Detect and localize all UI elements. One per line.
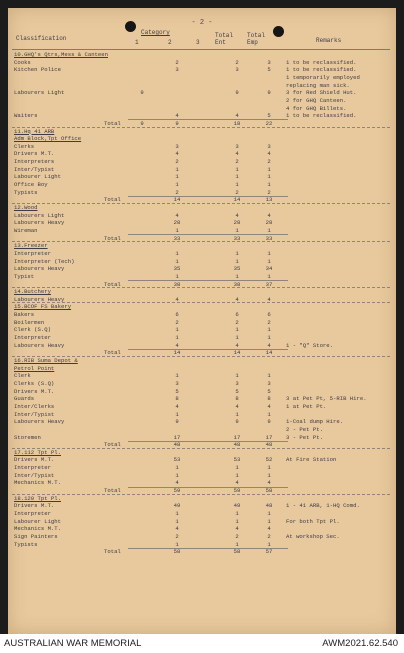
total-ent-cell: 1 <box>235 181 239 189</box>
row-label: 10.GHQ's Qtrs,Mess & Canteen <box>14 51 108 58</box>
category-2-cell: 1 <box>175 173 179 181</box>
header-category: Category <box>141 29 170 36</box>
total-emp-cell: 6 <box>267 311 271 319</box>
row-label: Labourers Heavy <box>14 418 65 426</box>
total-label: Total <box>104 234 121 242</box>
row-label: Interpreter (Tech) <box>14 257 75 265</box>
category-2-cell: 4 <box>175 525 179 533</box>
footer-accession-number: AWM2021.62.540 <box>322 638 398 649</box>
total-label: Total <box>104 487 121 495</box>
category-2-cell: 38 <box>173 280 181 288</box>
category-2-cell: 17 <box>173 433 181 441</box>
row-label: Typists <box>14 188 38 196</box>
category-2-cell: 1 <box>175 517 179 525</box>
total-ent-cell: 1 <box>235 517 239 525</box>
remarks-cell: 1 to be reclassified. <box>286 58 357 66</box>
category-2-cell: 28 <box>173 219 181 227</box>
footer-bar <box>0 634 404 653</box>
category-2-cell: 1 <box>175 334 179 342</box>
total-emp-cell: 3 <box>267 58 271 66</box>
total-emp-cell: 1 <box>267 165 271 173</box>
total-ent-cell: 4 <box>235 479 239 487</box>
category-2-cell: 1 <box>175 540 179 548</box>
total-emp-cell: 3 <box>267 379 271 387</box>
total-ent-cell: 38 <box>233 280 241 288</box>
total-ent-cell: 17 <box>233 433 241 441</box>
remarks-cell: replacing man sick. <box>286 81 350 89</box>
row-label: Interpreter <box>14 464 51 472</box>
category-2-cell: 1 <box>175 226 179 234</box>
total-ent-cell: 14 <box>233 349 241 357</box>
total-ent-cell: 2 <box>235 58 239 66</box>
category-2-cell: 48 <box>173 441 181 449</box>
document-page <box>8 8 396 634</box>
category-2-cell: 4 <box>175 341 179 349</box>
remarks-cell: 1 to be reclassified. <box>286 112 357 120</box>
category-2-cell: 14 <box>173 349 181 357</box>
total-ent-cell: 4 <box>235 341 239 349</box>
remarks-cell: 1-Coal dump Hire. <box>286 418 344 426</box>
total-ent-cell: 2 <box>235 532 239 540</box>
total-emp-cell: 1 <box>267 181 271 189</box>
row-label: Wireman <box>14 226 38 234</box>
total-emp-cell: 4 <box>267 402 271 410</box>
total-emp-cell: 1 <box>267 410 271 418</box>
row-label: Clerks <box>14 142 35 150</box>
total-emp-cell: 3 <box>267 142 271 150</box>
category-2-cell: 3 <box>175 142 179 150</box>
total-emp-cell: 52 <box>265 456 273 464</box>
total-emp-cell: 1 <box>267 173 271 181</box>
total-emp-cell: 1 <box>267 464 271 472</box>
page-number: - 2 - <box>191 19 213 27</box>
category-2-cell: 53 <box>173 456 181 464</box>
row-label: Boilermen <box>14 318 45 326</box>
row-label: 15.BCOF FS Bakery <box>14 303 72 311</box>
category-2-cell: 8 <box>175 395 179 403</box>
row-label: Cooks <box>14 58 31 66</box>
row-label: Bakers <box>14 311 35 319</box>
total-emp-cell: 2 <box>267 532 271 540</box>
category-2-cell: 59 <box>173 487 181 495</box>
total-ent-cell: 1 <box>235 540 239 548</box>
total-ent-cell: 2 <box>235 158 239 166</box>
category-1-cell: 9 <box>140 119 144 127</box>
category-2-cell: 2 <box>175 158 179 166</box>
total-ent-cell: 9 <box>235 89 239 97</box>
total-ent-cell: 5 <box>235 387 239 395</box>
total-emp-cell: 17 <box>265 433 273 441</box>
category-2-cell: 33 <box>173 234 181 242</box>
total-ent-cell: 1 <box>235 326 239 334</box>
category-2-cell: 1 <box>175 510 179 517</box>
total-label: Total <box>104 548 121 556</box>
row-label: Interpreter <box>14 334 51 342</box>
category-2-cell: 1 <box>175 181 179 189</box>
remarks-cell: At Fire Station <box>286 456 337 464</box>
row-label: Drivers M.T. <box>14 456 55 464</box>
header-total-ent: Total Ent <box>215 32 234 46</box>
category-2-cell: 2 <box>175 58 179 66</box>
row-label: Petrol Point <box>14 364 55 372</box>
total-emp-cell: 1 <box>267 326 271 334</box>
remarks-cell: 1 at Pet Pt. <box>286 402 327 410</box>
remarks-cell: 1 - 41 ARB, 1-HQ Comd. <box>286 502 360 510</box>
total-emp-cell: 1 <box>267 517 271 525</box>
total-ent-cell: 49 <box>233 502 241 510</box>
total-ent-cell: 2 <box>235 318 239 326</box>
row-label: Interpreter <box>14 249 51 257</box>
row-label: 18.120 Tpt Pl. <box>14 494 61 502</box>
row-label: Clerks (S.Q) <box>14 379 55 387</box>
row-label: 14.Butchery <box>14 288 51 296</box>
total-emp-cell: 48 <box>265 441 273 449</box>
category-2-cell: 1 <box>175 410 179 418</box>
header-total-emp: Total Emp <box>247 32 266 46</box>
category-2-cell: 14 <box>173 196 181 204</box>
total-emp-cell: 1 <box>267 471 271 479</box>
total-emp-cell: 9 <box>267 418 271 426</box>
total-ent-cell: 1 <box>235 249 239 257</box>
row-label: Typists <box>14 540 38 548</box>
total-ent-cell: 3 <box>235 142 239 150</box>
total-ent-cell: 8 <box>235 395 239 403</box>
remarks-cell: 1 - "Q" Store. <box>286 341 333 349</box>
header-remarks: Remarks <box>316 37 342 44</box>
category-2-cell: 4 <box>175 112 179 120</box>
total-emp-cell: 4 <box>267 295 271 303</box>
total-emp-cell: 2 <box>267 188 271 196</box>
remarks-cell: 1 to be reclassified. <box>286 66 357 74</box>
category-2-cell: 1 <box>175 464 179 472</box>
category-2-cell: 2 <box>175 532 179 540</box>
total-ent-cell: 4 <box>235 211 239 219</box>
row-label: Kitchen Police <box>14 66 61 74</box>
category-2-cell: 4 <box>175 211 179 219</box>
remarks-cell: 4 for GHQ Billets. <box>286 104 347 112</box>
total-emp-cell: 5 <box>267 112 271 120</box>
total-ent-cell: 1 <box>235 464 239 472</box>
total-emp-cell: 4 <box>267 341 271 349</box>
row-label: Mechanics M.T. <box>14 525 61 533</box>
total-emp-cell: 2 <box>267 318 271 326</box>
total-emp-cell: 4 <box>267 525 271 533</box>
category-2-cell: 1 <box>175 272 179 280</box>
total-ent-cell: 58 <box>233 548 241 556</box>
total-ent-cell: 1 <box>235 226 239 234</box>
total-ent-cell: 28 <box>233 219 241 227</box>
total-ent-cell: 4 <box>235 150 239 158</box>
total-emp-cell: 8 <box>267 395 271 403</box>
row-label: Labourer Light <box>14 517 61 525</box>
row-label: Office Boy <box>14 181 48 189</box>
category-2-cell: 2 <box>175 318 179 326</box>
total-emp-cell: 4 <box>267 211 271 219</box>
row-label: Labourers Heavy <box>14 295 65 303</box>
row-label: Clerk <box>14 372 31 380</box>
total-ent-cell: 59 <box>233 487 241 495</box>
row-label: Typist <box>14 272 35 280</box>
total-ent-cell: 6 <box>235 311 239 319</box>
row-label: Storemen <box>14 433 41 441</box>
row-label: 16.RIB Suma Depot & <box>14 357 78 364</box>
total-emp-cell: 1 <box>267 334 271 342</box>
total-ent-cell: 4 <box>235 112 239 120</box>
total-ent-cell: 3 <box>235 66 239 74</box>
remarks-cell: 2 - Pet Pt. <box>286 425 323 433</box>
category-2-cell: 3 <box>175 379 179 387</box>
category-2-cell: 49 <box>173 502 181 510</box>
category-2-cell: 6 <box>175 311 179 319</box>
row-label: Drivers M.T. <box>14 150 55 158</box>
total-emp-cell: 1 <box>267 257 271 265</box>
total-row <box>8 548 396 556</box>
row-label: 17.112 Tpt Pl. <box>14 448 61 456</box>
total-emp-cell: 5 <box>267 66 271 74</box>
header-cat-col-3: 3 <box>196 39 200 46</box>
total-label: Total <box>104 441 121 449</box>
total-emp-cell: 4 <box>267 150 271 158</box>
category-2-cell: 1 <box>175 249 179 257</box>
category-2-cell: 2 <box>175 188 179 196</box>
total-emp-cell: 1 <box>267 372 271 380</box>
total-label: Total <box>104 280 121 288</box>
category-2-cell: 35 <box>173 265 181 273</box>
row-label: Drivers M.T. <box>14 387 55 395</box>
total-emp-cell: 28 <box>265 219 273 227</box>
category-2-cell: 3 <box>175 66 179 74</box>
total-ent-cell: 1 <box>235 165 239 173</box>
total-label: Total <box>104 349 121 357</box>
row-label: Sign Painters <box>14 532 58 540</box>
category-2-cell: 4 <box>175 295 179 303</box>
remarks-cell: At workshop Sec. <box>286 532 340 540</box>
row-label: Labourer Light <box>14 173 61 181</box>
total-ent-cell: 2 <box>235 188 239 196</box>
total-ent-cell: 1 <box>235 471 239 479</box>
row-label: Labourers Light <box>14 211 65 219</box>
total-label: Total <box>104 196 121 204</box>
category-2-cell: 9 <box>175 119 179 127</box>
category-2-cell: 9 <box>175 418 179 426</box>
total-ent-cell: 48 <box>233 441 241 449</box>
category-2-cell: 5 <box>175 387 179 395</box>
total-emp-cell: 1 <box>267 540 271 548</box>
row-label: Drivers M.T. <box>14 502 55 510</box>
total-ent-cell: 1 <box>235 372 239 380</box>
remarks-cell: 3 for Red Shield Hut. <box>286 89 357 97</box>
row-label: 12.Wood <box>14 204 38 211</box>
category-2-cell: 1 <box>175 372 179 380</box>
total-ent-cell: 1 <box>235 510 239 517</box>
total-ent-cell: 18 <box>233 119 241 127</box>
row-label: Adm Block,Tpt Office <box>14 135 82 143</box>
remarks-cell: For both Tpt Pl. <box>286 517 340 525</box>
total-ent-cell: 35 <box>233 265 241 273</box>
total-emp-cell: 48 <box>265 502 273 510</box>
total-emp-cell: 1 <box>267 249 271 257</box>
total-emp-cell: 57 <box>265 548 273 556</box>
header-cat-col-2: 2 <box>168 39 172 46</box>
total-ent-cell: 4 <box>235 525 239 533</box>
total-ent-cell: 1 <box>235 272 239 280</box>
header-classification: Classification <box>16 35 67 42</box>
remarks-cell: 1 temporarily employed <box>286 73 360 81</box>
category-2-cell: 4 <box>175 402 179 410</box>
total-emp-cell: 5 <box>267 387 271 395</box>
total-emp-cell: 34 <box>265 265 273 273</box>
category-2-cell: 58 <box>173 548 181 556</box>
total-label: Total <box>104 119 121 127</box>
total-emp-cell: 22 <box>265 119 273 127</box>
header-rule <box>12 49 390 50</box>
remarks-cell: 3 at Pet Pt, 5-RIB Hire. <box>286 395 367 403</box>
row-label: 11.Hq 41 ARB <box>14 127 55 135</box>
total-emp-cell: 1 <box>267 272 271 280</box>
total-ent-cell: 1 <box>235 410 239 418</box>
total-emp-cell: 14 <box>265 349 273 357</box>
row-label: Labourers Heavy <box>14 265 65 273</box>
total-ent-cell: 1 <box>235 334 239 342</box>
total-emp-cell: 33 <box>265 234 273 242</box>
category-1-cell: 9 <box>140 89 144 97</box>
row-label: Guards <box>14 395 35 403</box>
remarks-cell: 2 for GHQ Canteen. <box>286 96 347 104</box>
total-emp-cell: 37 <box>265 280 273 288</box>
total-ent-cell: 33 <box>233 234 241 242</box>
category-2-cell: 1 <box>175 326 179 334</box>
category-2-cell: 1 <box>175 471 179 479</box>
total-ent-cell: 14 <box>233 196 241 204</box>
total-emp-cell: 58 <box>265 487 273 495</box>
row-label: Mechanics M.T. <box>14 479 61 487</box>
remarks-cell: 3 - Pet Pt. <box>286 433 323 441</box>
total-emp-cell: 2 <box>267 158 271 166</box>
row-label: Waiters <box>14 112 38 120</box>
total-emp-cell: 9 <box>267 89 271 97</box>
footer-institution: AUSTRALIAN WAR MEMORIAL <box>4 638 142 649</box>
total-ent-cell: 1 <box>235 257 239 265</box>
total-ent-cell: 53 <box>233 456 241 464</box>
row-label: Labourers Heavy <box>14 341 65 349</box>
header-cat-col-1: 1 <box>135 39 139 46</box>
total-emp-cell: 1 <box>267 226 271 234</box>
row-label: Clerk (S.Q) <box>14 326 51 334</box>
row-label: Inter/Typist <box>14 165 55 173</box>
total-ent-cell: 4 <box>235 295 239 303</box>
row-label: Interpreters <box>14 158 55 166</box>
punch-hole <box>273 26 284 37</box>
category-2-cell: 4 <box>175 479 179 487</box>
row-label: Inter/Typist <box>14 471 55 479</box>
total-ent-cell: 9 <box>235 418 239 426</box>
row-label: 13.Freezer <box>14 242 48 250</box>
total-ent-cell: 1 <box>235 173 239 181</box>
total-emp-cell: 4 <box>267 479 271 487</box>
total-emp-cell: 1 <box>267 510 271 517</box>
row-label: Interpreter <box>14 510 51 517</box>
row-label: Inter/Clerks <box>14 402 55 410</box>
total-emp-cell: 13 <box>265 196 273 204</box>
category-2-cell: 1 <box>175 165 179 173</box>
row-label: Inter/Typist <box>14 410 55 418</box>
total-ent-cell: 4 <box>235 402 239 410</box>
row-label: Labourers Light <box>14 89 65 97</box>
row-label: Labourers Heavy <box>14 219 65 227</box>
total-ent-cell: 3 <box>235 379 239 387</box>
category-2-cell: 4 <box>175 150 179 158</box>
category-2-cell: 1 <box>175 257 179 265</box>
